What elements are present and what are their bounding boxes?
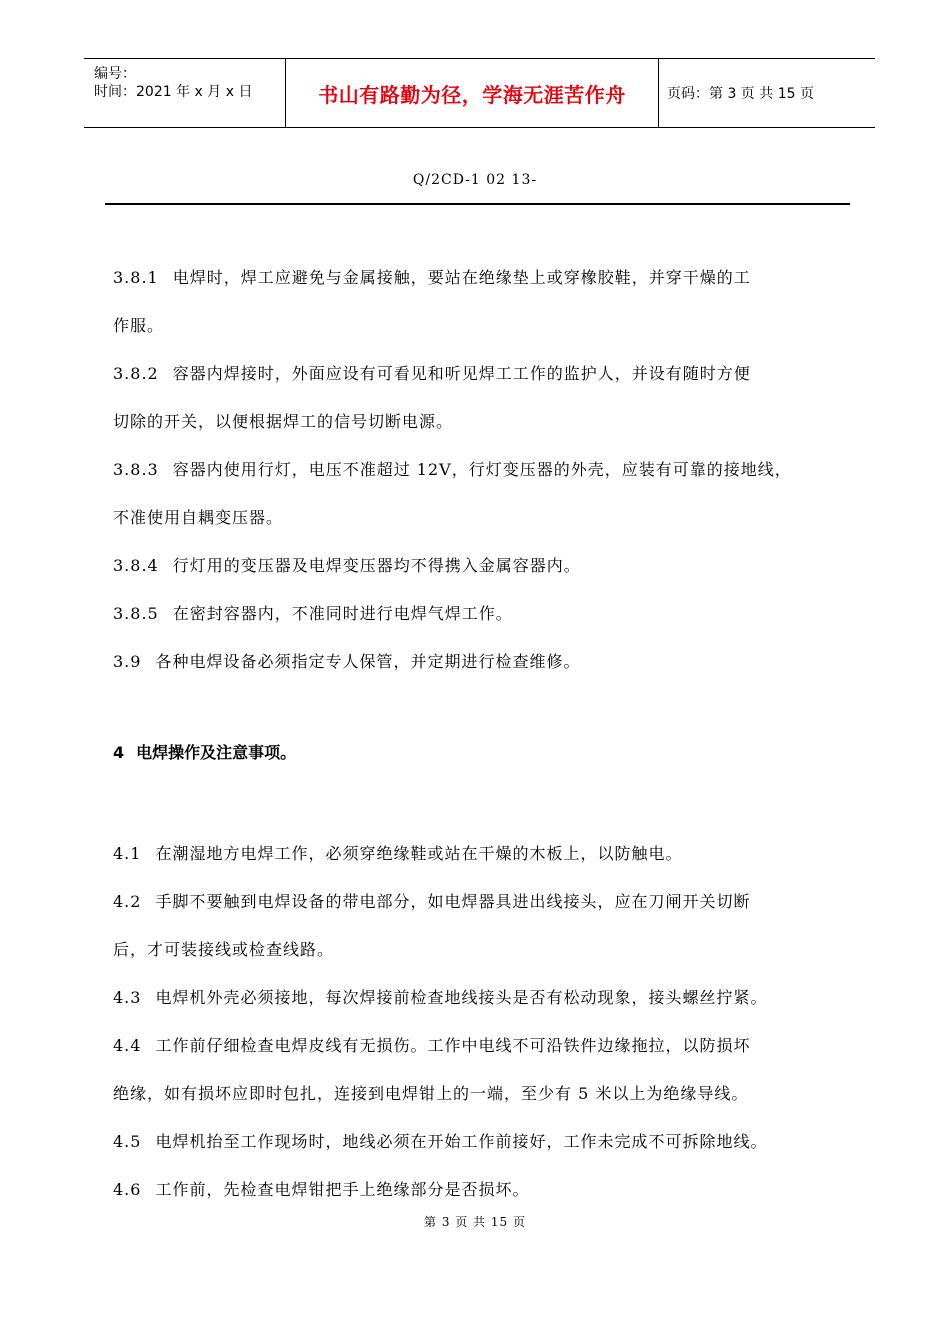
item-3-8-2-line2: 切除的开关，以便根据焊工的信号切断电源。 — [113, 412, 454, 431]
header-meta — [84, 59, 286, 127]
item-4-2-line2: 后，才可装接线或检查线路。 — [113, 940, 335, 959]
item-3-8-3-line2: 不准使用自耦变压器。 — [113, 508, 284, 527]
item-4-1: 4.1 在潮湿地方电焊工作，必须穿绝缘鞋或站在干燥的木板上，以防触电。 — [113, 844, 683, 863]
date-label: 时间：2021 年 x 月 x 日 — [94, 84, 253, 100]
item-4-5: 4.5 电焊机抬至工作现场时，地线必须在开始工作前接好，工作未完成不可拆除地线。 — [113, 1132, 768, 1151]
item-4-2-line1: 4.2 手脚不要触到电焊设备的带电部分，如电焊器具进出线接头，应在刀闸开关切断 — [113, 892, 751, 911]
item-4-4-line1: 4.4 工作前仔细检查电焊皮线有无损伤。工作中电线不可沿铁件边缘拖拉，以防损坏 — [113, 1036, 751, 1055]
number-label: 编号： — [94, 66, 136, 82]
item-3-9: 3.9 各种电焊设备必须指定专人保管，并定期进行检查维修。 — [113, 652, 581, 671]
item-3-8-2-line1: 3.8.2 容器内焊接时，外面应设有可看见和听见焊工工作的监护人，并设有随时方便 — [113, 364, 751, 383]
item-4-3: 4.3 电焊机外壳必须接地，每次焊接前检查地线接头是否有松动现象，接头螺丝拧紧。 — [113, 988, 768, 1007]
page-header — [84, 58, 875, 128]
header-page-info: 页码：第 3 页 共 15 页 — [667, 86, 814, 102]
doc-code: Q/2CD-1 02 13- — [412, 172, 538, 188]
page-footer: 第 3 页 共 15 页 — [424, 1215, 526, 1229]
item-3-8-1-line2: 作服。 — [113, 316, 165, 335]
item-3-8-3-line1: 3.8.3 容器内使用行灯，电压不准超过 12V，行灯变压器的外壳，应装有可靠的接地线， — [113, 460, 792, 479]
header-motto: 书山有路勤为径，学海无涯苦作舟 — [286, 59, 659, 127]
item-3-8-1-line1: 3.8.1 电焊时，焊工应避免与金属接触，要站在绝缘垫上或穿橡胶鞋，并穿干燥的工 — [113, 268, 751, 287]
item-3-8-5: 3.8.5 在密封容器内，不准同时进行电焊气焊工作。 — [113, 604, 513, 623]
item-3-8-4: 3.8.4 行灯用的变压器及电焊变压器均不得携入金属容器内。 — [113, 556, 581, 575]
header-rule — [105, 203, 850, 205]
item-4-6: 4.6 工作前，先检查电焊钳把手上绝缘部分是否损坏。 — [113, 1180, 530, 1199]
item-4-4-line2: 绝缘，如有损坏应即时包扎，连接到电焊钳上的一端，至少有 5 米以上为绝缘导线。 — [113, 1084, 749, 1103]
section-4-heading: 4 电焊操作及注意事项。 — [113, 743, 297, 762]
